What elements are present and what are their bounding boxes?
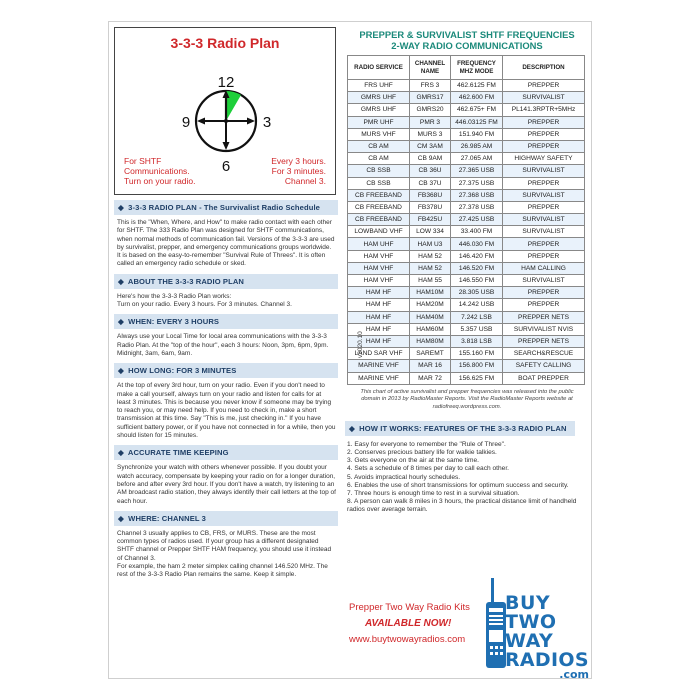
cell-channel: LOW 334	[410, 226, 451, 238]
section-paragraph: Channel 3 usually applies to CB, FRS, or MURS. These are the most common types of radios used. If your group has a different designated SHTF channel or Prepper SHTF HAM frequency, you should use it instead of Channel 3.	[117, 529, 332, 562]
cell-description: PREPPER	[503, 177, 585, 189]
table-row	[348, 238, 585, 250]
cell-service: HAM HF	[348, 311, 410, 323]
cell-channel: HAM 52	[410, 262, 451, 274]
cell-channel: MAR 72	[410, 372, 451, 384]
cell-description: HIGHWAY SAFETY	[503, 153, 585, 165]
right-column	[345, 29, 589, 514]
cell-service: CB FREEBAND	[348, 214, 410, 226]
list-item: 1. Easy for everyone to remember the "Rule of Three".	[347, 441, 506, 449]
table-row	[348, 128, 585, 140]
how-heading: ◆ HOW IT WORKS: FEATURES OF THE 3-3-3 RADIO PLAN	[345, 421, 575, 436]
list-item: 8. A person can walk 8 miles in 3 hours, the practical distance limit of handheld radios over average terrain.	[347, 497, 577, 513]
cell-frequency: 5.357 USB	[451, 323, 503, 335]
cell-service: MARINE VHF	[348, 360, 410, 372]
diamond-icon: ◆	[349, 424, 355, 434]
walkie-talkie-icon	[485, 578, 507, 670]
col-header-description: DESCRIPTION	[503, 56, 585, 80]
promo-url[interactable]: www.buytwowayradios.com	[349, 634, 466, 645]
cell-frequency: 156.625 FM	[451, 372, 503, 384]
cell-channel: SAREMT	[410, 348, 451, 360]
table-row	[348, 360, 585, 372]
table-row	[348, 262, 585, 274]
table-row	[348, 323, 585, 335]
frequencies-title: PREPPER & SURVIVALIST SHTF FREQUENCIES 2-WAY RADIO COMMUNICATIONS	[359, 29, 575, 51]
cell-channel: CB 37U	[410, 177, 451, 189]
cell-service: MURS VHF	[348, 128, 410, 140]
plan-right-text: Every 3 hours. For 3 minutes. Channel 3.	[271, 156, 326, 186]
table-row	[348, 311, 585, 323]
table-row	[348, 201, 585, 213]
cell-channel: PMR 3	[410, 116, 451, 128]
cell-channel: HAM40M	[410, 311, 451, 323]
table-row	[348, 165, 585, 177]
cell-service: GMRS UHF	[348, 92, 410, 104]
diamond-icon: ◆	[118, 513, 124, 523]
table-row	[348, 116, 585, 128]
cell-frequency: 27.425 USB	[451, 214, 503, 226]
cell-frequency: 27.065 AM	[451, 153, 503, 165]
table-row	[348, 153, 585, 165]
cell-channel: HAM U3	[410, 238, 451, 250]
radio-plan-sheet	[108, 21, 592, 679]
cell-frequency: 14.242 USB	[451, 299, 503, 311]
cell-channel: FB378U	[410, 201, 451, 213]
cell-service: HAM HF	[348, 323, 410, 335]
section-heading: ◆ WHERE: CHANNEL 3	[114, 511, 338, 526]
cell-frequency: 28.305 USB	[451, 287, 503, 299]
cell-service: HAM UHF	[348, 238, 410, 250]
cell-service: HAM VHF	[348, 250, 410, 262]
plan-left-text: For SHTF Communications. Turn on your radio.	[124, 156, 196, 186]
cell-description: PREPPER NETS	[503, 311, 585, 323]
table-row	[348, 104, 585, 116]
section-schedule	[114, 200, 338, 269]
cell-channel: HAM60M	[410, 323, 451, 335]
clock-label-6: 6	[221, 158, 231, 175]
cell-service: CB AM	[348, 153, 410, 165]
cell-service: CB SSB	[348, 165, 410, 177]
col-header-service: RADIO SERVICE	[348, 56, 410, 80]
col-header-frequency: FREQUENCY MHZ MODE	[451, 56, 503, 80]
section-paragraph: Always use your Local Time for local area communications with the 3-3-3 Radio Plan. At the "top of the hour", each 3 hours: Noon, 3pm, 6pm, 9pm. Midnight, 3am, 6am, 9am.	[117, 333, 329, 357]
cell-channel: GMRS20	[410, 104, 451, 116]
table-row	[348, 299, 585, 311]
cell-description: PREPPER	[503, 140, 585, 152]
list-item: 7. Three hours is enough time to rest in a survival situation.	[347, 489, 520, 497]
section-paragraph: Turn on your radio. Every 3 hours. For 3 minutes. Channel 3.	[117, 301, 292, 309]
cell-frequency: 27.365 USB	[451, 165, 503, 177]
cell-service: LAND SAR VHF	[348, 348, 410, 360]
cell-description: SURVIVALIST NVIS	[503, 323, 585, 335]
cell-frequency: 26.985 AM	[451, 140, 503, 152]
section-how-long	[114, 363, 338, 440]
cell-service: CB SSB	[348, 177, 410, 189]
table-row	[348, 92, 585, 104]
cell-channel: CB 36U	[410, 165, 451, 177]
cell-frequency: 446.03125 FM	[451, 116, 503, 128]
table-row	[348, 275, 585, 287]
cell-channel: FRS 3	[410, 80, 451, 92]
cell-frequency: 462.6125 FM	[451, 80, 503, 92]
cell-frequency: 27.375 USB	[451, 177, 503, 189]
cell-channel: HAM20M	[410, 299, 451, 311]
section-paragraph: Here's how the 3-3-3 Radio Plan works:	[117, 292, 232, 300]
cell-description: SAFETY CALLING	[503, 360, 585, 372]
cell-frequency: 7.242 LSB	[451, 311, 503, 323]
table-row	[348, 177, 585, 189]
section-heading: ◆ HOW LONG: FOR 3 MINUTES	[114, 363, 338, 378]
cell-description: PL141.3RPTR+5MHz	[503, 104, 585, 116]
section-heading: ◆ WHEN: EVERY 3 HOURS	[114, 314, 338, 329]
cell-frequency: 446.030 FM	[451, 238, 503, 250]
cell-frequency: 155.160 FM	[451, 348, 503, 360]
diamond-icon: ◆	[118, 276, 124, 286]
cell-service: HAM VHF	[348, 275, 410, 287]
section-heading: ◆ ACCURATE TIME KEEPING	[114, 445, 338, 460]
table-row	[348, 348, 585, 360]
cell-description: PREPPER	[503, 80, 585, 92]
buy-two-way-radios-logo: BUY TWO WAY RADIOS .com	[505, 592, 589, 681]
cell-frequency: 156.800 FM	[451, 360, 503, 372]
section-heading: ◆ ABOUT THE 3-3-3 RADIO PLAN	[114, 274, 338, 289]
cell-service: CB AM	[348, 140, 410, 152]
table-row	[348, 226, 585, 238]
cell-service: HAM HF	[348, 335, 410, 347]
cell-description: PREPPER	[503, 250, 585, 262]
section-paragraph: For example, the ham 2 meter simplex calling channel 146.520 MHz. The rest of the 3-3-3 Radio Plan remains the same. Keep it simple.	[117, 563, 328, 579]
diamond-icon: ◆	[118, 448, 124, 458]
cell-service: HAM HF	[348, 287, 410, 299]
clock-label-12: 12	[217, 74, 235, 91]
table-row	[348, 214, 585, 226]
cell-description: PREPPER	[503, 287, 585, 299]
cell-description: PREPPER	[503, 238, 585, 250]
cell-description: HAM CALLING	[503, 262, 585, 274]
promo-kits: Prepper Two Way Radio Kits	[349, 602, 470, 613]
cell-channel: HAM10M	[410, 287, 451, 299]
table-row	[348, 372, 585, 384]
table-row	[348, 250, 585, 262]
version-tag: v2020.10	[357, 331, 364, 358]
table-row	[348, 335, 585, 347]
cell-description: PREPPER	[503, 128, 585, 140]
section-about	[114, 274, 338, 310]
cell-description: SURVIVALIST	[503, 92, 585, 104]
cell-service: HAM HF	[348, 299, 410, 311]
cell-description: PREPPER NETS	[503, 335, 585, 347]
cell-service: HAM VHF	[348, 262, 410, 274]
radio-plan-graphic	[114, 27, 336, 195]
cell-description: PREPPER	[503, 201, 585, 213]
table-row	[348, 189, 585, 201]
diamond-icon: ◆	[118, 203, 124, 212]
cell-service: MARINE VHF	[348, 372, 410, 384]
cell-frequency: 151.940 FM	[451, 128, 503, 140]
cell-description: PREPPER	[503, 299, 585, 311]
cell-channel: HAM 55	[410, 275, 451, 287]
table-row	[348, 80, 585, 92]
cell-channel: MAR 16	[410, 360, 451, 372]
cell-frequency: 462.600 FM	[451, 92, 503, 104]
cell-channel: FB368U	[410, 189, 451, 201]
cell-service: FRS UHF	[348, 80, 410, 92]
table-caption: This chart of active survivalist and prepper frequencies was released into the public domain in 2013 by RadioMaster Reports. Visit the RadioMaster Reports website at radiofreeq.wordpress.com.	[360, 388, 574, 410]
section-paragraph: At the top of every 3rd hour, turn on your radio. Even if you don't need to make a call yourself, always turn on your radio and listen for calls for at least 3 minutes. This is because you never know if someone may be trying to reach you, or may need help. If you need to check in, make a short transmission at this time. Say "This is me, just checking in." If you have sufficient battery power, or if you have not connected in for a while, then you should listen for 15 minutes.	[117, 382, 336, 440]
list-item: 6. Enables the use of short transmissions for optimum success and security.	[347, 481, 569, 489]
cell-description: SURVIVALIST	[503, 214, 585, 226]
section-when	[114, 314, 338, 358]
clock-label-9: 9	[181, 114, 191, 131]
diamond-icon: ◆	[118, 317, 124, 327]
cell-channel: HAM 52	[410, 250, 451, 262]
cell-description: SURVIVALIST	[503, 226, 585, 238]
table-row	[348, 140, 585, 152]
cell-service: LOWBAND VHF	[348, 226, 410, 238]
frequency-table	[347, 55, 585, 385]
cell-frequency: 462.675+ FM	[451, 104, 503, 116]
table-row	[348, 287, 585, 299]
section-time-keeping	[114, 445, 338, 505]
cell-service: CB FREEBAND	[348, 189, 410, 201]
section-heading: ◆ 3-3-3 RADIO PLAN - The Survivalist Radio Schedule	[114, 200, 338, 215]
list-item: 5. Avoids impractical hourly schedules.	[347, 473, 461, 481]
features-list	[345, 436, 589, 514]
cell-frequency: 146.520 FM	[451, 262, 503, 274]
diamond-icon: ◆	[118, 366, 124, 376]
cell-description: SEARCH&RESCUE	[503, 348, 585, 360]
clock-label-3: 3	[262, 114, 272, 131]
cell-channel: HAM80M	[410, 335, 451, 347]
cell-description: PREPPER	[503, 116, 585, 128]
cell-channel: CB 9AM	[410, 153, 451, 165]
promo-block	[345, 570, 589, 681]
cell-frequency: 27.378 USB	[451, 201, 503, 213]
cell-channel: MURS 3	[410, 128, 451, 140]
list-item: 3. Gets everyone on the air at the same time.	[347, 457, 479, 465]
cell-service: GMRS UHF	[348, 104, 410, 116]
cell-channel: GMRS17	[410, 92, 451, 104]
section-where	[114, 511, 338, 580]
left-column	[114, 27, 338, 583]
plan-title: 3-3-3 Radio Plan	[170, 35, 280, 51]
cell-frequency: 27.368 USB	[451, 189, 503, 201]
cell-frequency: 146.420 FM	[451, 250, 503, 262]
table-header-row	[348, 56, 585, 80]
cell-description: SURVIVALIST	[503, 275, 585, 287]
list-item: 4. Sets a schedule of 8 times per day to call each other.	[347, 465, 510, 473]
col-header-channel: CHANNEL NAME	[410, 56, 451, 80]
cell-description: SURVIVALIST	[503, 189, 585, 201]
cell-frequency: 3.818 LSB	[451, 335, 503, 347]
cell-description: BOAT PREPPER	[503, 372, 585, 384]
cell-frequency: 33.400 FM	[451, 226, 503, 238]
list-item: 2. Conserves precious battery life for walkie talkies.	[347, 449, 497, 457]
cell-frequency: 146.550 FM	[451, 275, 503, 287]
cell-service: CB FREEBAND	[348, 201, 410, 213]
cell-channel: FB425U	[410, 214, 451, 226]
cell-service: PMR UHF	[348, 116, 410, 128]
promo-available: AVAILABLE NOW!	[365, 618, 452, 629]
cell-description: SURVIVALIST	[503, 165, 585, 177]
section-paragraph: This is the "When, Where, and How" to make radio contact with each other for SHTF. The 333 Radio Plan was designed for SHTF communications, when normal methods of communication fail. Versions of the 3-3-3 are used by survivalist, prepper, and emergency communications groups worldwide. It is based on the easy-to-remember "Survival Rule of Threes". It is often called an emergency radio schedule or sked.	[117, 219, 335, 268]
cell-channel: CM 3AM	[410, 140, 451, 152]
section-paragraph: Synchronize your watch with others whenever possible. If you doubt your watch accuracy, compensate by keeping your radio on for a longer duration, before and after every 3rd hour. If you don't have a watch, try listening to an AM broadcast radio station, they always identify their call letters at the top of each hour.	[117, 464, 336, 505]
